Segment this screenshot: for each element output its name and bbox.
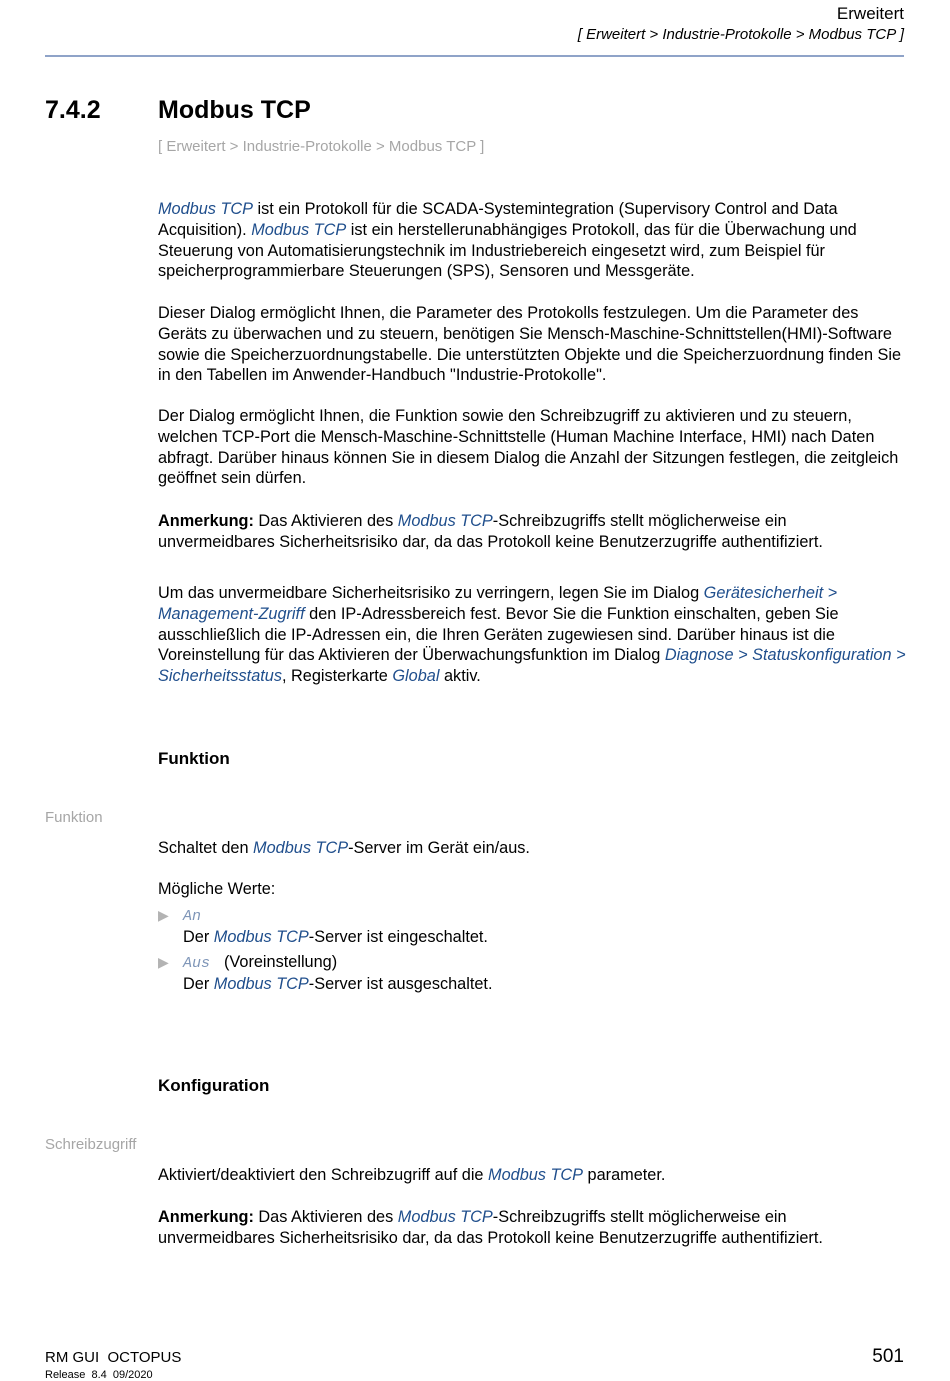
konfiguration-heading: Konfiguration [158,1076,270,1095]
term-link[interactable]: Modbus TCP [251,220,347,239]
text-span: Um das unvermeidbare Sicherheitsrisiko zu verringern, legen Sie im Dialog [158,584,704,602]
text-span: Aktiviert/deaktiviert den Schreibzugriff auf die [158,1166,489,1184]
text-span: -Schreibzugriffs stellt möglicherweise ein unvermeidbares Sicherheitsrisiko dar, da das Protokoll keine Benutzerzugriffe authentifiziert. [158,1208,823,1247]
text-span: -Schreibzugriffs stellt möglicherweise ein unvermeidbares Sicherheitsrisiko dar, da das Protokoll keine Benutzerzugriffe authentifiziert. [158,512,823,551]
note-label: Anmerkung: [158,512,254,530]
section-title: Modbus TCP [158,96,311,124]
term-link[interactable]: Modbus TCP [253,839,349,857]
running-header-title: Erweitert [836,4,904,23]
intro-paragraph-3: Der Dialog ermöglicht Ihnen, die Funktion sowie den Schreibzugriff zu aktivieren und zu steuern, welchen TCP-Port die Mensch-Maschine-Schnittstelle (Human Machine Interface, HMI) nach Daten abfragt. Darüber hinaus können Sie in diesem Dialog die Anzahl der Sitzungen festlegen, die zeitgleich geöffnet sein dürfen. [158,407,899,488]
text-span: , Registerkarte [281,667,393,686]
option-value: An [183,908,202,925]
option-value: Aus [183,955,211,972]
triangle-right-icon: ▶ [158,907,169,923]
text-span: den IP-Adressbereich fest. Bevor Sie die Funktion einschalten, geben Sie ausschließlich die IP-Adressen ein, die Ihren Geräten zugewiesen sind. Darüber hinaus ist die Voreinstellung für das Aktivieren der Überwachungsfunktion im Dialog [158,604,839,665]
text-span: Der [183,975,214,993]
option-default: (Voreinstellung) [224,953,338,971]
text-span: -Server im Gerät ein/aus. [348,839,530,857]
option-line [183,952,337,975]
security-note-2 [158,1207,906,1249]
intro-paragraph-1 [158,199,906,282]
running-header-path: [ Erweitert > Industrie-Protokolle > Modbus TCP ] [577,26,904,43]
schreibzugriff-side-label: Schreibzugriff [45,1136,137,1153]
option-description [183,927,488,948]
term-link[interactable]: Modbus TCP [213,975,309,993]
dialog-link-management-access[interactable]: Gerätesicherheit > Management-Zugriff [158,584,838,623]
term-link[interactable]: Modbus TCP [397,1208,493,1226]
intro-paragraph-2: Dieser Dialog ermöglicht Ihnen, die Parameter des Protokolls festzulegen. Um die Parameter des Geräts zu überwachen und zu steuern, benötigen Sie Mensch-Maschine-Schnittstellen(HMI)-Software sowie die Speicherzuordnungstabelle. Die unterstützten Objekte und die Speicherzuordnung finden Sie in den Tabellen im Anwender-Handbuch "Industrie-Protokolle". [158,304,902,385]
schreibzugriff-description [158,1165,906,1186]
text-span: Das Aktivieren des [253,1208,398,1226]
tab-link-global[interactable]: Global [392,667,440,686]
option-description [183,974,492,995]
note-label: Anmerkung: [158,1208,254,1226]
term-link[interactable]: Modbus TCP [213,928,309,946]
intro-paragraph-4 [158,583,906,687]
text-span: aktiv. [439,667,481,686]
text-span: parameter. [583,1166,666,1184]
header-divider [45,55,904,57]
footer-product: RM GUI OCTOPUS [45,1349,182,1366]
term-link[interactable]: Modbus TCP [488,1166,584,1184]
text-span: Schaltet den [158,839,254,857]
text-span: ist ein herstellerunabhängiges Protokoll, das für die Überwachung und Steuerung von Automatisierungstechnik im Industriebereich eingesetzt wird, zum Beispiel für speicherprogrammierbare Steuerungen (SPS), Sensoren und Messgeräte. [158,220,857,281]
term-link[interactable]: Modbus TCP [397,512,493,530]
text-span: -Server ist ausgeschaltet. [308,975,493,993]
funktion-description [158,838,906,859]
term-link[interactable]: Modbus TCP [158,200,254,218]
funktion-side-label: Funktion [45,809,103,826]
funktion-heading: Funktion [158,749,230,768]
footer-release: Release 8.4 09/2020 [45,1369,153,1381]
text-span: ist ein Protokoll für die SCADA-Systemintegration (Supervisory Control and Data Acquisition). [158,200,838,239]
security-note [158,511,906,553]
section-breadcrumb: [ Erweitert > Industrie-Protokolle > Modbus TCP ] [158,138,485,155]
option-line [183,905,201,928]
section-number: 7.4.2 [45,96,101,124]
text-span: -Server ist eingeschaltet. [308,928,488,946]
dialog-link-security-status[interactable]: Diagnose > Statuskonfiguration > Sicherheitsstatus [158,646,906,686]
page-number: 501 [872,1346,904,1367]
text-span: Der [183,928,214,946]
triangle-right-icon: ▶ [158,954,169,970]
values-label: Mögliche Werte: [158,880,276,898]
text-span: Das Aktivieren des [253,512,398,530]
